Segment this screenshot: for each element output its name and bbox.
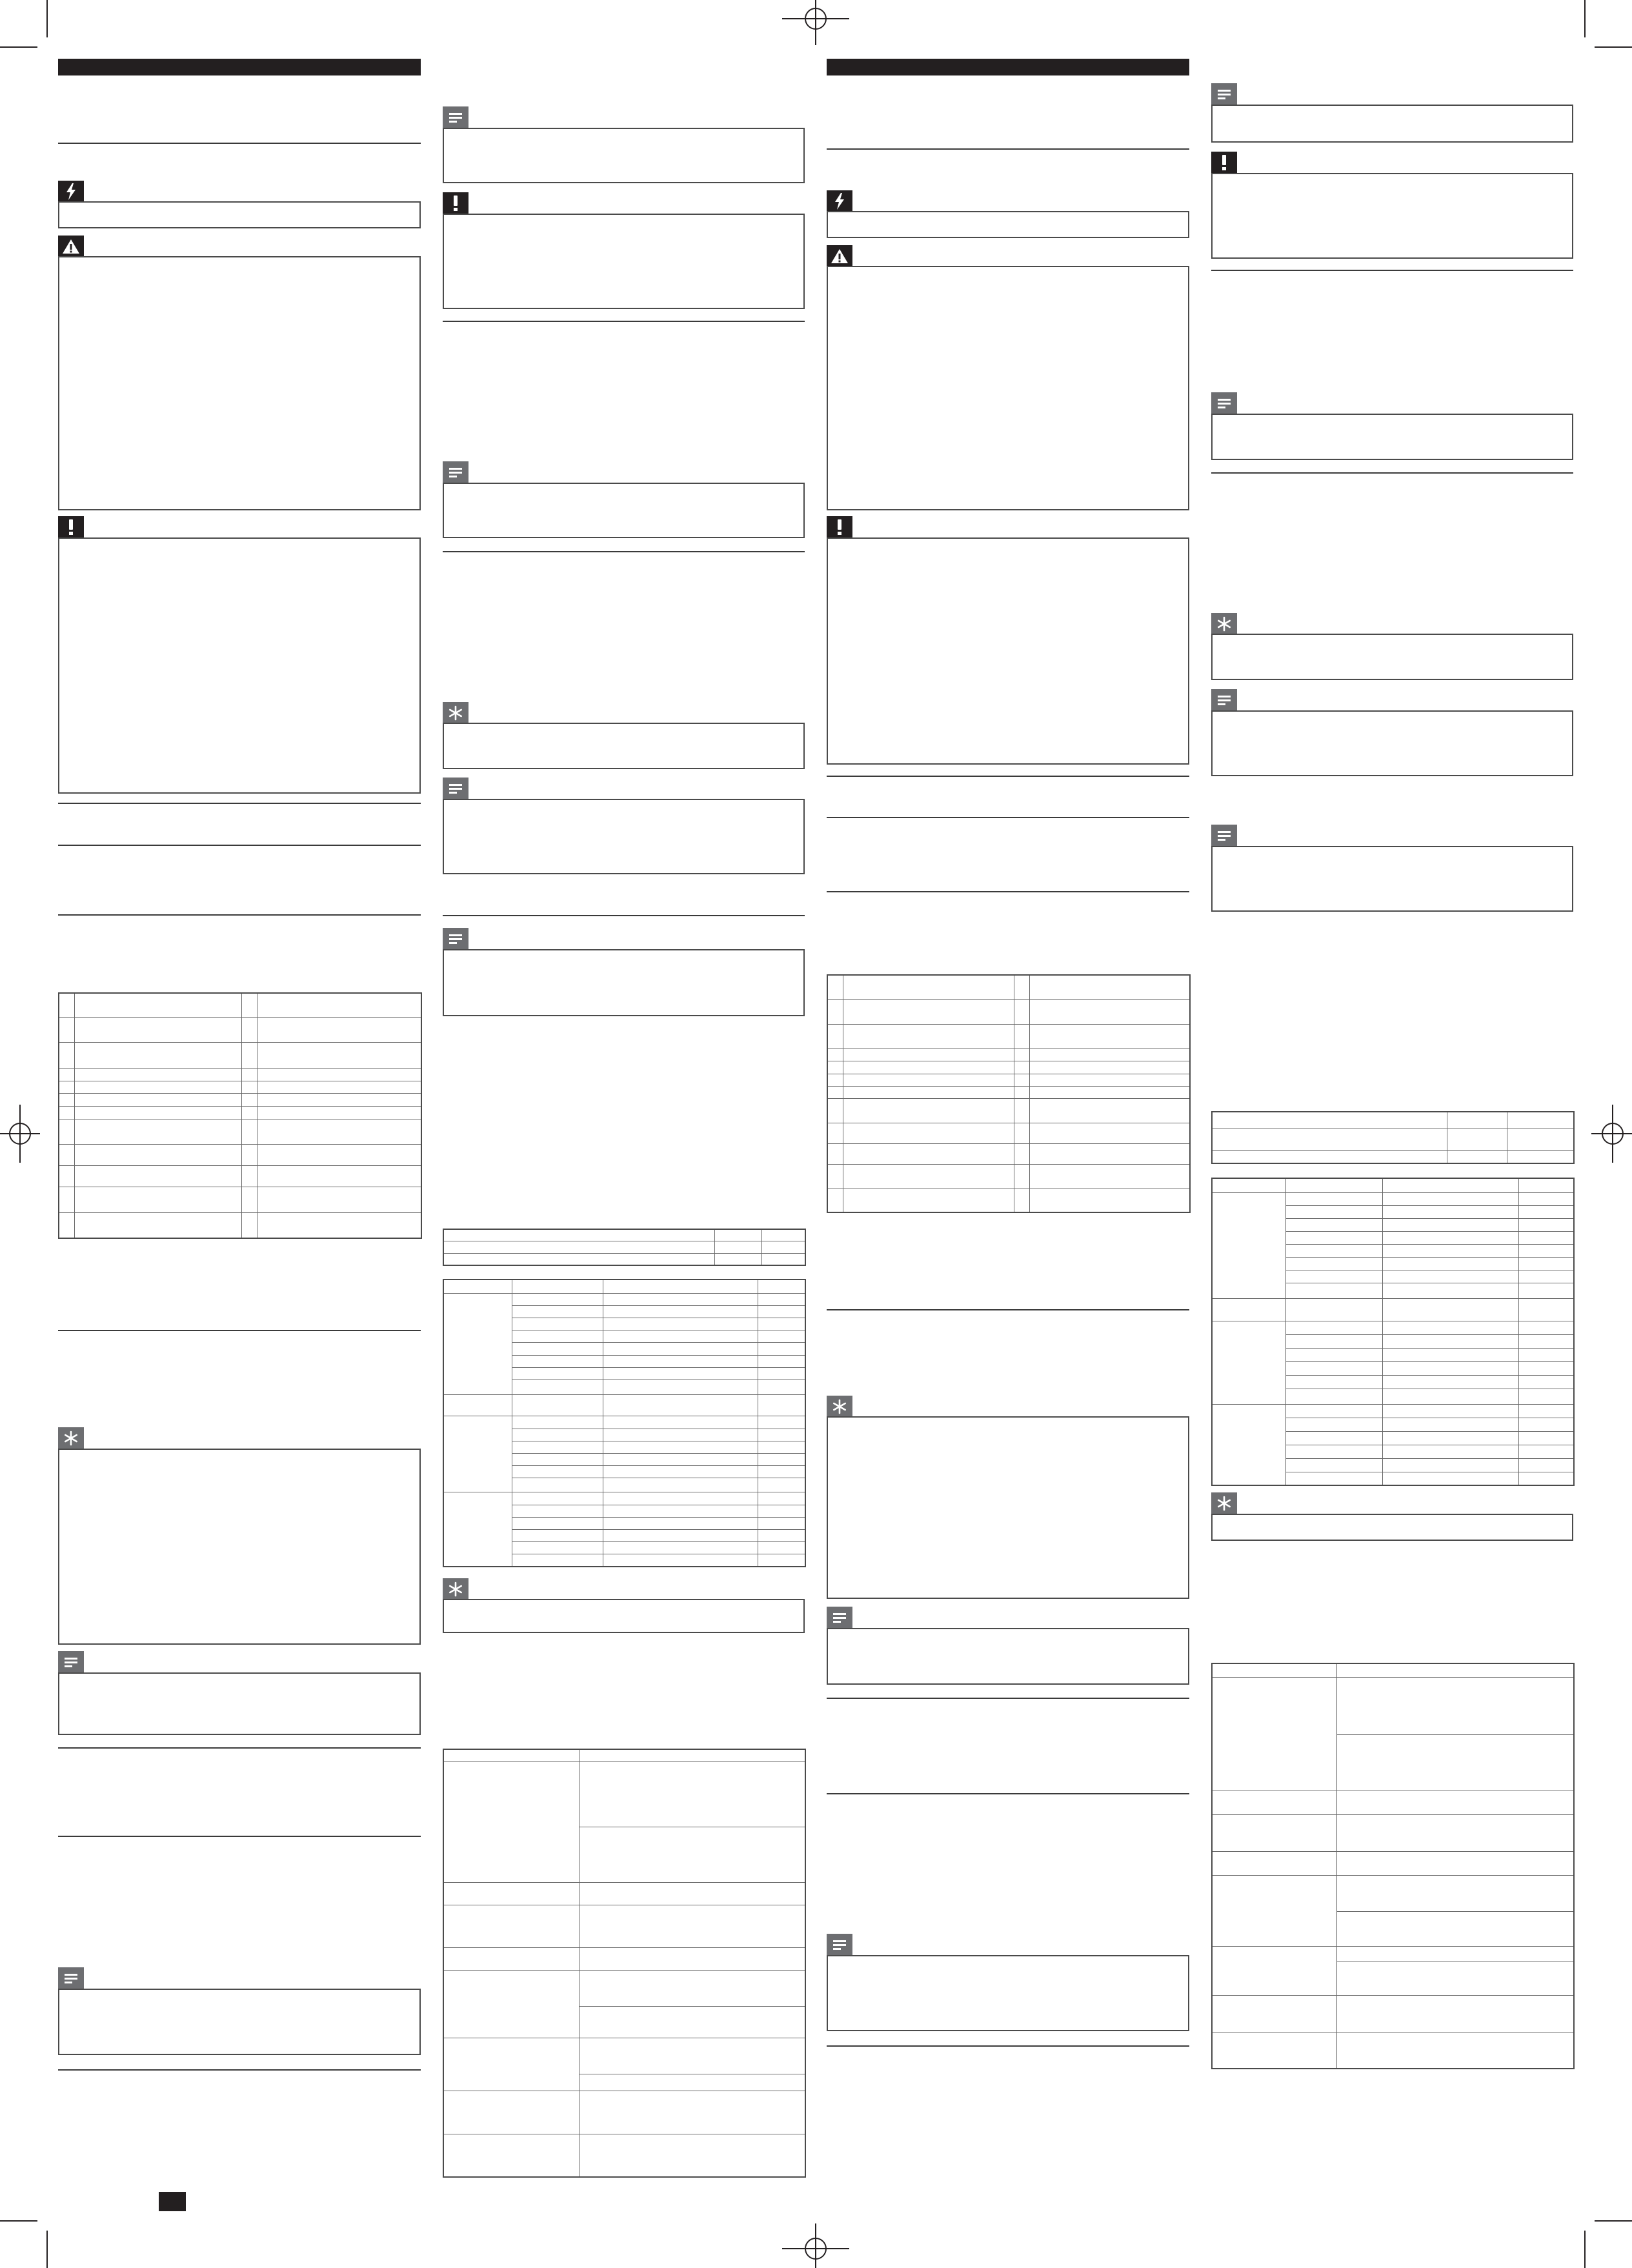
shock-callout-box (827, 211, 1189, 238)
section-rule (443, 321, 805, 322)
note-callout-box (827, 1955, 1189, 2031)
tip-callout-box (58, 1449, 421, 1645)
lightning-icon (58, 181, 84, 203)
tip-callout-box (1211, 634, 1573, 680)
crop-mark (46, 2231, 48, 2268)
note-callout-box (443, 483, 805, 538)
exclamation-icon (1211, 152, 1237, 174)
registration-line (1612, 1105, 1613, 1163)
section-rule (1211, 472, 1573, 474)
warning-triangle-icon (58, 236, 84, 257)
section-rule (58, 143, 421, 144)
section-rule (58, 1747, 421, 1749)
section-rule (443, 551, 805, 552)
note-lines-icon (827, 1934, 852, 1956)
parts-table (58, 992, 422, 1239)
note-callout-box (443, 949, 805, 1016)
crop-mark (1595, 2220, 1632, 2222)
troubleshooting-table (443, 1749, 806, 2178)
asterisk-icon (1211, 1492, 1237, 1514)
note-lines-icon (443, 928, 468, 950)
note-callout-box (1211, 105, 1573, 143)
note-callout-box (58, 1672, 421, 1735)
lightning-icon (827, 190, 852, 212)
note-callout-box (827, 1628, 1189, 1685)
note-lines-icon (58, 1967, 84, 1989)
asterisk-icon (58, 1427, 84, 1449)
section-rule (443, 915, 805, 916)
caution-callout-box (443, 214, 805, 309)
registration-line (19, 1105, 21, 1163)
note-lines-icon (443, 778, 468, 799)
asterisk-icon (443, 1578, 468, 1600)
note-callout-box (443, 128, 805, 183)
note-lines-icon (1211, 83, 1237, 105)
shock-callout-box (58, 201, 421, 228)
section-header-bar (58, 59, 421, 75)
crop-mark (0, 46, 37, 48)
asterisk-icon (1211, 613, 1237, 635)
section-rule (1211, 270, 1573, 271)
crop-mark (1595, 46, 1632, 48)
note-callout-box (1211, 846, 1573, 912)
crop-mark (0, 2220, 37, 2222)
note-lines-icon (1211, 825, 1237, 847)
exclamation-icon (827, 516, 852, 538)
specification-table (1211, 1178, 1575, 1486)
warning-triangle-icon (827, 245, 852, 267)
section-rule (827, 776, 1189, 777)
caution-callout-box (827, 537, 1189, 765)
registration-line (815, 2223, 816, 2268)
section-rule (58, 845, 421, 846)
crop-mark (1584, 2231, 1586, 2268)
tip-callout-box (443, 723, 805, 769)
section-rule (827, 891, 1189, 892)
tip-callout-box (443, 1599, 805, 1633)
note-callout-box (1211, 414, 1573, 460)
note-lines-icon (58, 1651, 84, 1673)
section-rule (827, 817, 1189, 818)
note-callout-box (58, 1989, 421, 2055)
tip-callout-box (827, 1416, 1189, 1599)
note-callout-box (1211, 710, 1573, 776)
section-rule (58, 2069, 421, 2071)
crop-mark (1584, 0, 1586, 37)
note-callout-box (443, 799, 805, 874)
exclamation-icon (58, 516, 84, 538)
caution-callout-box (58, 537, 421, 794)
note-lines-icon (827, 1607, 852, 1629)
parts-table (827, 974, 1191, 1213)
caution-callout-box (1211, 173, 1573, 259)
asterisk-icon (827, 1396, 852, 1418)
exclamation-icon (443, 192, 468, 214)
crop-mark (46, 0, 48, 37)
section-rule (827, 2045, 1189, 2047)
section-rule (58, 1836, 421, 1837)
note-lines-icon (1211, 392, 1237, 414)
note-lines-icon (1211, 689, 1237, 711)
tip-callout-box (1211, 1514, 1573, 1541)
section-header-bar (827, 59, 1189, 75)
specification-table (443, 1279, 806, 1567)
section-rule (827, 1793, 1189, 1794)
section-rule (827, 1309, 1189, 1310)
section-rule (58, 1330, 421, 1331)
note-lines-icon (443, 461, 468, 483)
note-lines-icon (443, 106, 468, 128)
summary-table (1211, 1111, 1575, 1164)
warning-callout-box (58, 256, 421, 510)
warning-callout-box (827, 266, 1189, 510)
page-folio-tab (159, 2192, 186, 2211)
section-rule (827, 148, 1189, 150)
troubleshooting-table (1211, 1663, 1575, 2069)
section-rule (58, 914, 421, 916)
section-rule (58, 803, 421, 804)
summary-table (443, 1229, 806, 1266)
section-rule (827, 1698, 1189, 1699)
asterisk-icon (443, 702, 468, 724)
registration-line (815, 0, 816, 45)
